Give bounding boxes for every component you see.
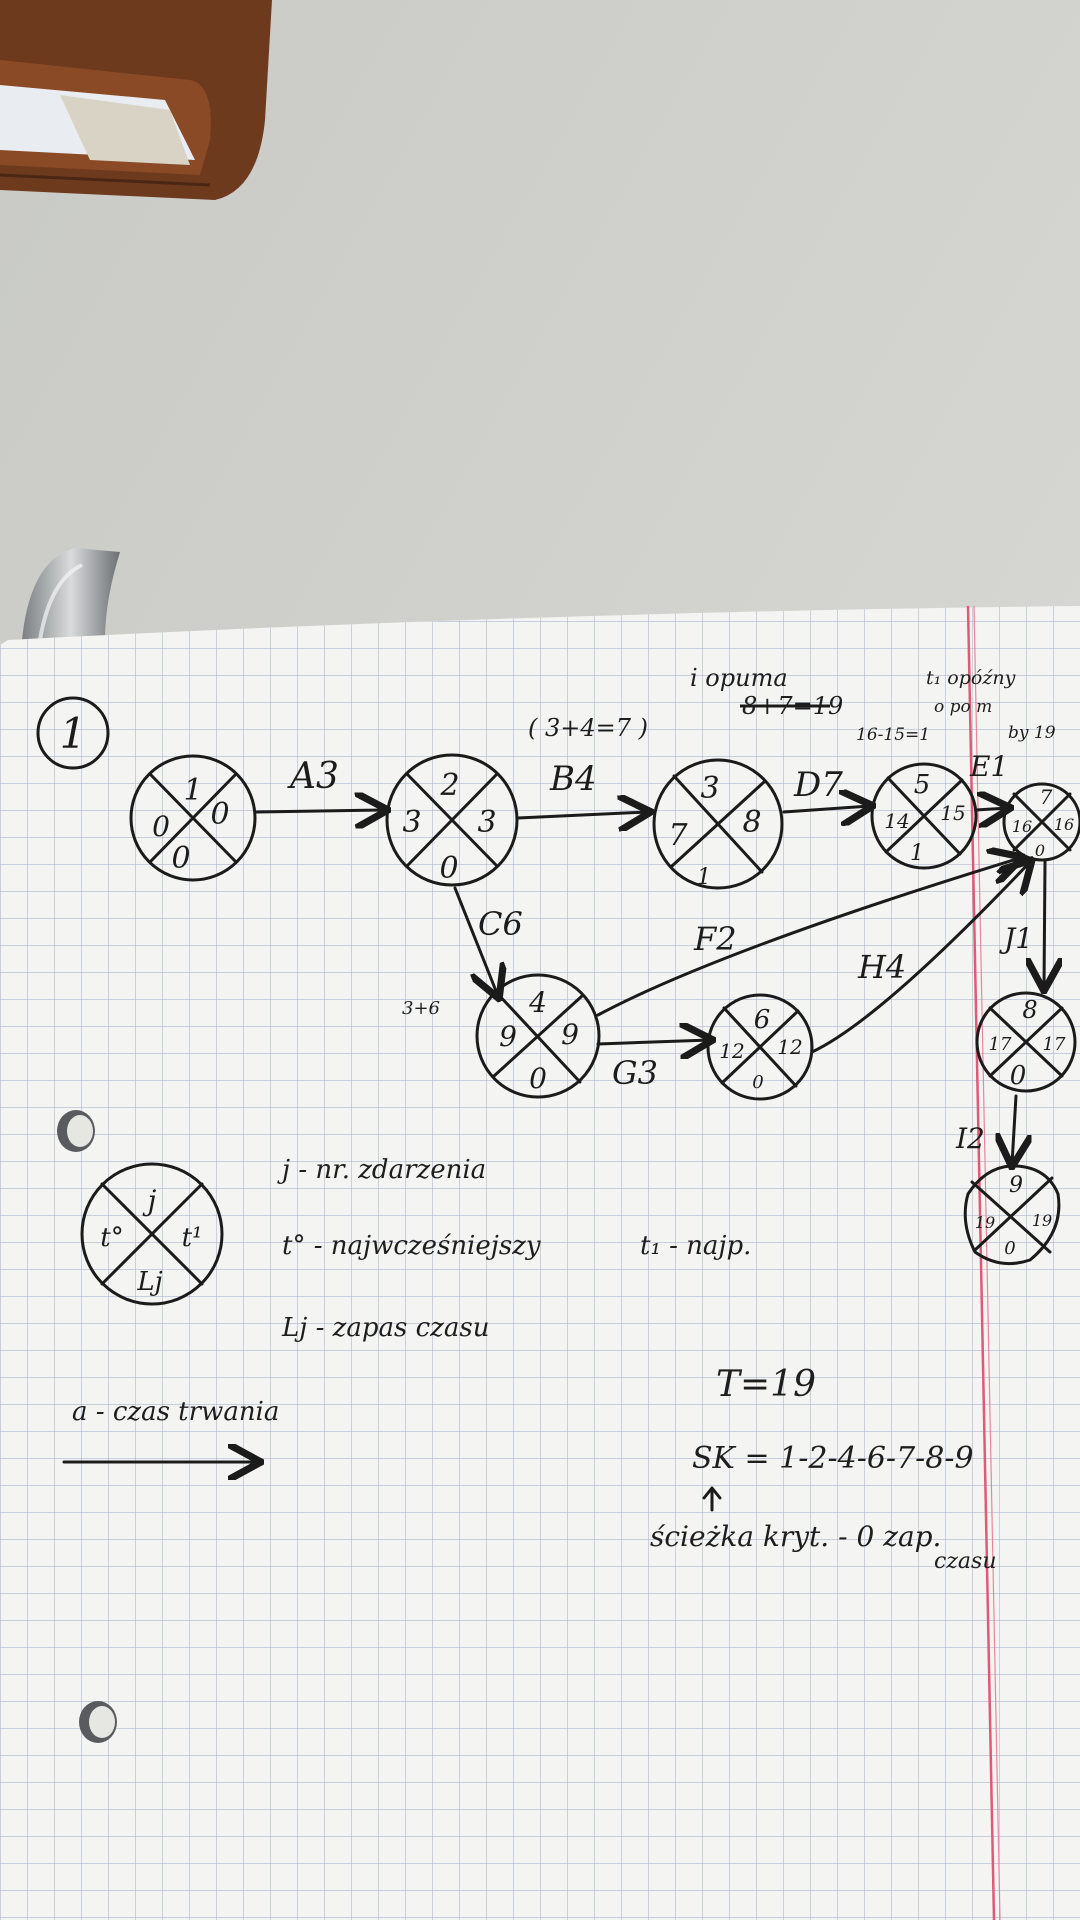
legend-line-2b: t₁ - najp. bbox=[640, 1231, 752, 1261]
result-critical: ścieżka kryt. - 0 zap. bbox=[650, 1520, 942, 1553]
legend-t1: t¹ bbox=[181, 1223, 203, 1253]
node-6-L: 0 bbox=[752, 1072, 764, 1093]
edge-label-i: I2 bbox=[956, 1122, 985, 1155]
legend-j: j bbox=[147, 1184, 157, 1217]
node-5-id: 5 bbox=[913, 770, 931, 800]
node-9-L: 0 bbox=[1004, 1238, 1016, 1259]
node-5-t1: 15 bbox=[940, 801, 966, 825]
node-2-t1: 3 bbox=[477, 805, 497, 840]
legend-t0: t° bbox=[100, 1223, 124, 1253]
edge-label-e: E1 bbox=[970, 750, 1009, 783]
leather-wallet bbox=[0, 0, 272, 200]
edge-label-c: C6 bbox=[478, 905, 523, 943]
node-1-t1: 0 bbox=[210, 797, 230, 832]
legend-line-1: j - nr. zdarzenia bbox=[282, 1155, 487, 1185]
edge-label-g: G3 bbox=[612, 1054, 658, 1092]
edge-e bbox=[976, 808, 1008, 810]
note-sum-b4: ( 3+4=7 ) bbox=[528, 714, 649, 742]
edge-label-a: A3 bbox=[290, 756, 339, 797]
note-calc: 16-15=1 bbox=[856, 725, 931, 745]
node-8 bbox=[977, 993, 1075, 1091]
node-5-L: 1 bbox=[910, 841, 924, 866]
node-8-t1: 17 bbox=[1042, 1034, 1066, 1055]
legend-node bbox=[82, 1164, 222, 1304]
note-sum-c6: 3+6 bbox=[402, 998, 440, 1019]
node-2-L: 0 bbox=[439, 851, 459, 886]
node-4-id: 4 bbox=[529, 986, 547, 1019]
node-6-t0: 12 bbox=[719, 1039, 745, 1063]
node-5-t0: 14 bbox=[884, 809, 910, 833]
legend-line-3: Lj - zapas czasu bbox=[282, 1313, 490, 1343]
node-7-t0: 16 bbox=[1011, 817, 1033, 836]
node-1-t0: 0 bbox=[152, 810, 170, 843]
legend-lj: Lj bbox=[137, 1267, 163, 1297]
node-8-L: 0 bbox=[1009, 1061, 1027, 1091]
edge-j bbox=[1044, 862, 1045, 988]
node-7 bbox=[1004, 784, 1080, 860]
node-8-t0: 17 bbox=[988, 1034, 1012, 1055]
node-7-t1: 16 bbox=[1053, 815, 1075, 834]
note-delay: i opuma bbox=[690, 664, 788, 692]
node-3-id: 3 bbox=[700, 771, 720, 806]
edge-label-d: D7 bbox=[794, 765, 843, 805]
node-3-t0: 7 bbox=[668, 818, 688, 853]
edge-label-j: J1 bbox=[1004, 922, 1034, 955]
node-1-id: 1 bbox=[183, 773, 203, 808]
node-7-L: 0 bbox=[1034, 841, 1046, 860]
node-4-t0: 9 bbox=[499, 1020, 517, 1053]
node-6 bbox=[708, 995, 812, 1099]
result-path: SK = 1-2-4-6-7-8-9 bbox=[692, 1441, 974, 1476]
node-2-id: 2 bbox=[440, 768, 460, 803]
result-T: T=19 bbox=[716, 1364, 816, 1405]
node-1-L: 0 bbox=[171, 841, 191, 876]
legend-arrow-label: a - czas trwania bbox=[72, 1397, 280, 1427]
node-4-t1: 9 bbox=[561, 1018, 579, 1051]
node-9-t1: 19 bbox=[1031, 1211, 1053, 1230]
node-2-t0: 3 bbox=[402, 805, 422, 840]
result-critical-2: czasu bbox=[934, 1549, 997, 1574]
edge-label-b: B4 bbox=[550, 759, 597, 799]
node-6-t1: 12 bbox=[777, 1035, 803, 1059]
node-6-id: 6 bbox=[753, 1005, 771, 1035]
legend-line-2: t° - najwcześniejszy bbox=[282, 1231, 541, 1261]
node-7-id: 7 bbox=[1039, 785, 1053, 809]
notebook-page bbox=[0, 606, 1080, 1920]
node-3-t1: 8 bbox=[742, 805, 762, 840]
svg-text:1: 1 bbox=[59, 709, 87, 758]
node-9-id: 9 bbox=[1009, 1173, 1023, 1198]
node-9-t0: 19 bbox=[974, 1213, 996, 1232]
node-8-id: 8 bbox=[1022, 996, 1038, 1024]
note-right-2: o po m bbox=[934, 697, 993, 717]
node-3-L: 1 bbox=[697, 865, 711, 890]
edge-label-h: H4 bbox=[858, 948, 907, 986]
note-right-3: by 19 bbox=[1008, 723, 1056, 743]
edge-label-f: F2 bbox=[694, 920, 737, 958]
note-crossed: 8+7=19 bbox=[742, 692, 844, 720]
node-4-L: 0 bbox=[529, 1062, 547, 1095]
edge-a bbox=[257, 810, 385, 812]
note-right-1: t₁ opóźny bbox=[926, 667, 1016, 689]
